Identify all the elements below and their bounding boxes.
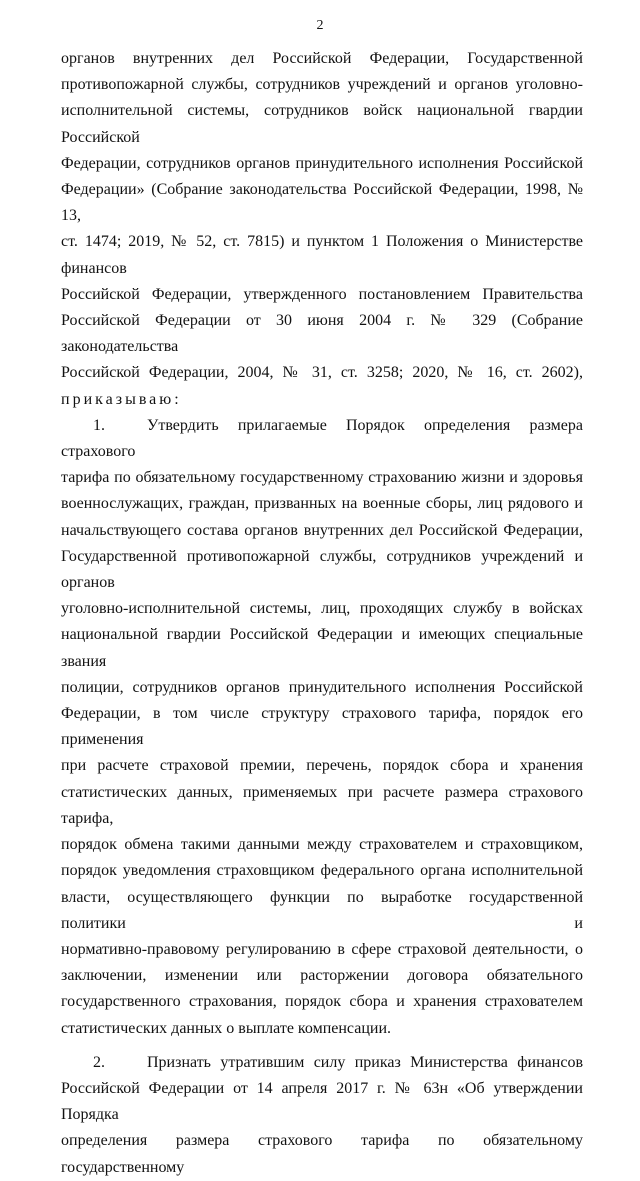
text-line: уголовно-исполнительной системы, лиц, проходящих службу в войсках	[61, 600, 583, 618]
text-line: порядок уведомления страховщиком федерального органа исполнительной	[61, 862, 583, 880]
text-line: нормативно-правовому регулированию в сфере страховой деятельности, о	[61, 940, 583, 958]
text-line: Государственной противопожарной службы, сотрудников учреждений и органов	[61, 547, 583, 592]
paragraph-order-word	[61, 387, 583, 413]
page-number: 2	[316, 18, 324, 33]
text-line: определения размера страхового тарифа по обязательному государственному	[61, 1132, 583, 1176]
text-line: Российской Федерации, 2004, № 31, ст. 3258; 2020, № 16, ст. 2602),	[61, 364, 583, 382]
order-word: приказываю:	[61, 390, 182, 408]
text-line: национальной гвардии Российской Федерации и имеющих специальные звания	[61, 626, 583, 670]
text-line: Российской Федерации от 14 апреля 2017 г. № 63н «Об утверждении Порядка	[61, 1079, 583, 1124]
text-line: полиции, сотрудников органов принудительного исполнения Российской	[61, 678, 583, 696]
document-body	[61, 46, 583, 1181]
paragraph-item-2	[61, 1050, 583, 1181]
text-line: государственного страхования, порядок сбора и хранения страхователем	[61, 993, 583, 1011]
text-line: ст. 1474; 2019, № 52, ст. 7815) и пунктом 1 Положения о Министерстве финансов	[61, 233, 583, 277]
text-line: Российской Федерации, утвержденного постановлением Правительства	[61, 285, 583, 303]
item-number: 1.	[93, 416, 105, 434]
text-line: власти, осуществляющего функции по выработке государственной политики и	[61, 888, 583, 932]
paragraph-item-1	[61, 413, 583, 1042]
text-line: статистических данных, применяемых при расчете размера страхового тарифа,	[61, 783, 583, 827]
text-line: Федерации» (Собрание законодательства Российской Федерации, 1998, № 13,	[61, 181, 583, 225]
text-line: военнослужащих, граждан, призванных на военные сборы, лиц рядового и	[61, 495, 583, 513]
text-line: органов внутренних дел Российской Федерации, Государственной	[61, 50, 583, 67]
text-line: Федерации, сотрудников органов принудительного исполнения Российской	[61, 154, 583, 172]
text-line: исполнительной системы, сотрудников войск национальной гвардии Российской	[61, 102, 583, 146]
text-line: начальствующего состава органов внутренних дел Российской Федерации,	[61, 521, 583, 539]
paragraph-preamble-continuation	[61, 46, 583, 387]
text-line: статистических данных о выплате компенсации.	[61, 1019, 392, 1037]
text-line-content: Признать утратившим силу приказ Министерства финансов	[147, 1053, 583, 1071]
text-line	[61, 1050, 583, 1076]
text-line: Российской Федерации от 30 июня 2004 г. № 329 (Собрание законодательства	[61, 312, 583, 356]
text-line: противопожарной службы, сотрудников учреждений и органов уголовно-	[61, 76, 583, 94]
text-line: тарифа по обязательному государственному страхованию жизни и здоровья	[61, 469, 583, 487]
text-line	[61, 413, 583, 465]
item-number: 2.	[93, 1053, 105, 1071]
text-line: Федерации, в том числе структуру страхового тарифа, порядок его применения	[61, 705, 583, 749]
text-line-content: Утвердить прилагаемые Порядок определения размера страхового	[61, 416, 583, 461]
text-line: порядок обмена такими данными между страхователем и страховщиком,	[61, 836, 583, 854]
text-line: при расчете страховой премии, перечень, порядок сбора и хранения	[61, 757, 583, 775]
text-line: заключении, изменении или расторжении договора обязательного	[61, 967, 583, 985]
